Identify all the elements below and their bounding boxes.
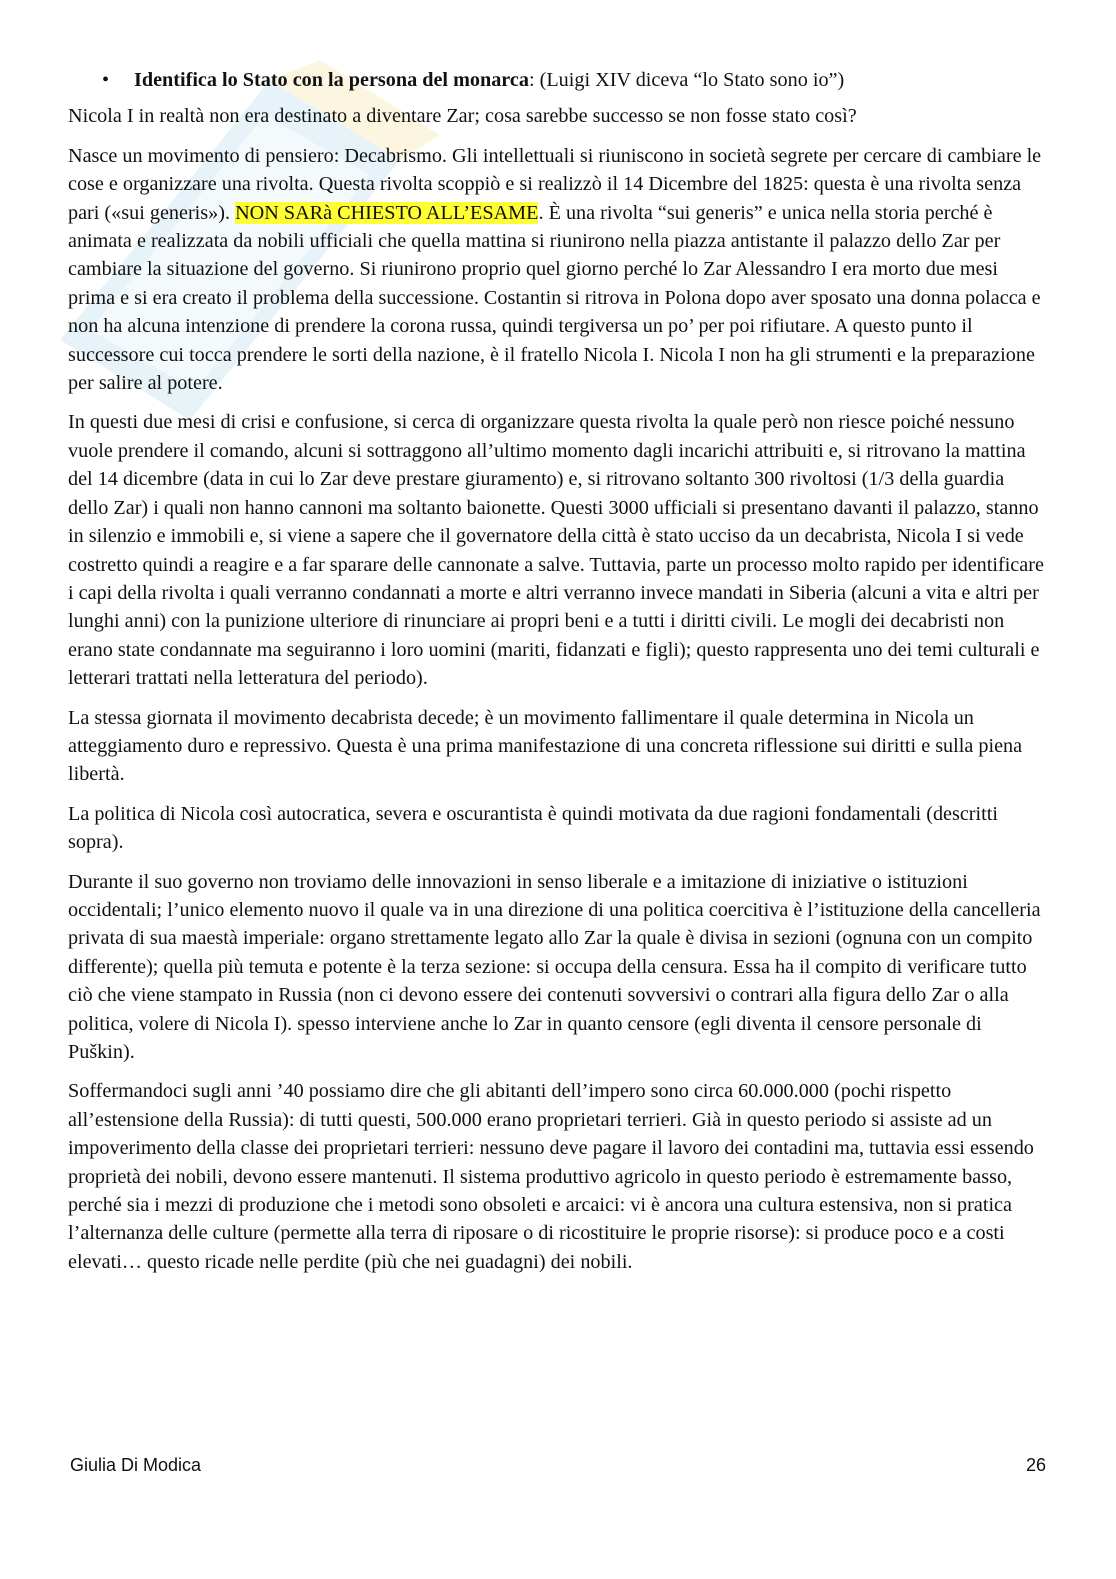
page-footer: [70, 1455, 1046, 1476]
paragraph-governo: Durante il suo governo non troviamo delle innovazioni in senso liberale e a imitazione di iniziative o istituzioni occidentali; l’unico elemento nuovo il quale va in una direzione di una politica coercitiva è l’istituzione della cancelleria privata di sua maestà imperiale: organo strettamente legato allo Zar la quale è divisa in sezioni (ognuna con un compito differente); quella più temuta e potente è la terza sezione: si occupa della censura. Essa ha il compito di verificare tutto ciò che viene stampato in Russia (non ci devono essere dei contenuti sovversivi o contrari alla figura dello Zar o alla politica, volere di Nicola I). spesso interviene anche lo Zar in quanto censore (egli diventa il censore personale di Puškin).: [68, 870, 1041, 1063]
paragraph-intro: Nicola I in realtà non era destinato a diventare Zar; cosa sarebbe successo se non fosse stato così?: [68, 105, 857, 128]
bullet-bold-text: Identifica lo Stato con la persona del monarca: [134, 69, 529, 91]
footer-author: Giulia Di Modica: [70, 1455, 202, 1475]
paragraph-politica: La politica di Nicola così autocratica, severa e oscurantista è quindi motivata da due ragioni fondamentali (descritti sopra).: [68, 802, 998, 854]
decabrismo-text-after: . È una rivolta “sui generis” e unica nella storia perché è animata e realizzata da nobili ufficiali che quella mattina si riunirono nella piazza antistante il palazzo dello Zar per cambiare la situazione del governo. Si riunirono proprio quel giorno perché lo Zar Alessandro I era morto due mesi prima e si era creato il problema della successione. Costantin si ritrova in Polona dopo aver sposato una donna polacca e non ha alcuna intenzione di prendere la corona russa, quindi tergiversa un po’ per poi rifiutare. A questo punto il successore cui tocca prendere le sorti della nazione, è il fratello Nicola I. Nicola I non ha gli strumenti e la preparazione per salire al potere.: [68, 201, 1041, 395]
paragraph-decabrismo: [68, 142, 1048, 398]
highlighted-note: NON SARà CHIESTO ALL’ESAME: [235, 201, 539, 224]
paragraph-anni-40: Soffermandoci sugli anni ’40 possiamo dire che gli abitanti dell’impero sono circa 60.000.000 (pochi rispetto all’estensione della Russia): di tutti questi, 500.000 erano proprietari terrieri. Già in questo periodo si assiste ad un impoverimento della classe dei proprietari terrieri: nessuno deve pagare il lavoro dei contadini ma, tuttavia essi essendo proprietà dei nobili, devono essere mantenuti. Il sistema produttivo agricolo in questo periodo è estremamente basso, perché sia i mezzi di produzione che i metodi sono obsoleti e arcaici: vi è ancora una cultura estensiva, non si pratica l’alternanza delle culture (permette alla terra di riposare o di ricostituire le proprie risorse): si produce poco e a costi elevati… questo ricade nelle perdite (più che nei guadagni) dei nobili.: [68, 1080, 1034, 1273]
bullet-rest-text: : (Luigi XIV diceva “lo Stato sono io”): [528, 69, 845, 91]
document-body: [68, 66, 1048, 1287]
decabrismo-text-before: Nasce un movimento di pensiero: Decabrismo. Gli intellettuali si riuniscono in società segrete per cercare di cambiare le cose e organizzare una rivolta. Questa rivolta scoppiò e si realizzò il 14 Dicembre del 1825: questa è una rivolta senza pari («sui generis»).: [68, 144, 1042, 224]
bullet-text: [134, 66, 844, 94]
footer-page-number: 26: [1025, 1455, 1046, 1475]
bullet-item: [102, 66, 1048, 94]
paragraph-movimento: La stessa giornata il movimento decabrista decede; è un movimento fallimentare il quale determina in Nicola un atteggiamento duro e repressivo. Questa è una prima manifestazione di una concreta riflessione sui diritti e sulla piena libertà.: [68, 706, 1023, 786]
bullet-icon: •: [102, 69, 110, 91]
paragraph-crisi: In questi due mesi di crisi e confusione, si cerca di organizzare questa rivolta la quale però non riesce poiché nessuno vuole prendere il comando, alcuni si sottraggono all’ultimo momento dagli incarichi attribuiti e, si ritrovano la mattina del 14 dicembre (data in cui lo Zar deve prestare giuramento) e, si ritrovano soltanto 300 rivoltosi (1/3 della guardia dello Zar) i quali non hanno cannoni ma soltanto baionette. Questi 3000 ufficiali si presentano davanti il palazzo, stanno in silenzio e immobili e, si viene a sapere che il governatore della città è stato ucciso da un decabrista, Nicola I si vede costretto quindi a reagire e a far sparare delle cannonate a salve. Tuttavia, parte un processo molto rapido per identificare i capi della rivolta i quali verranno condannati a morte e altri verranno invece mandati in Siberia (alcuni a vita e altri per lunghi anni) con la punizione ulteriore di rinunciare ai propri beni e a tutti i diritti civili. Le mogli dei decabristi non erano state condannate ma seguiranno i loro uomini (mariti, fidanzati e figli); questo rappresenta uno dei temi culturali e letterari trattati nella letteratura del periodo).: [68, 411, 1044, 690]
